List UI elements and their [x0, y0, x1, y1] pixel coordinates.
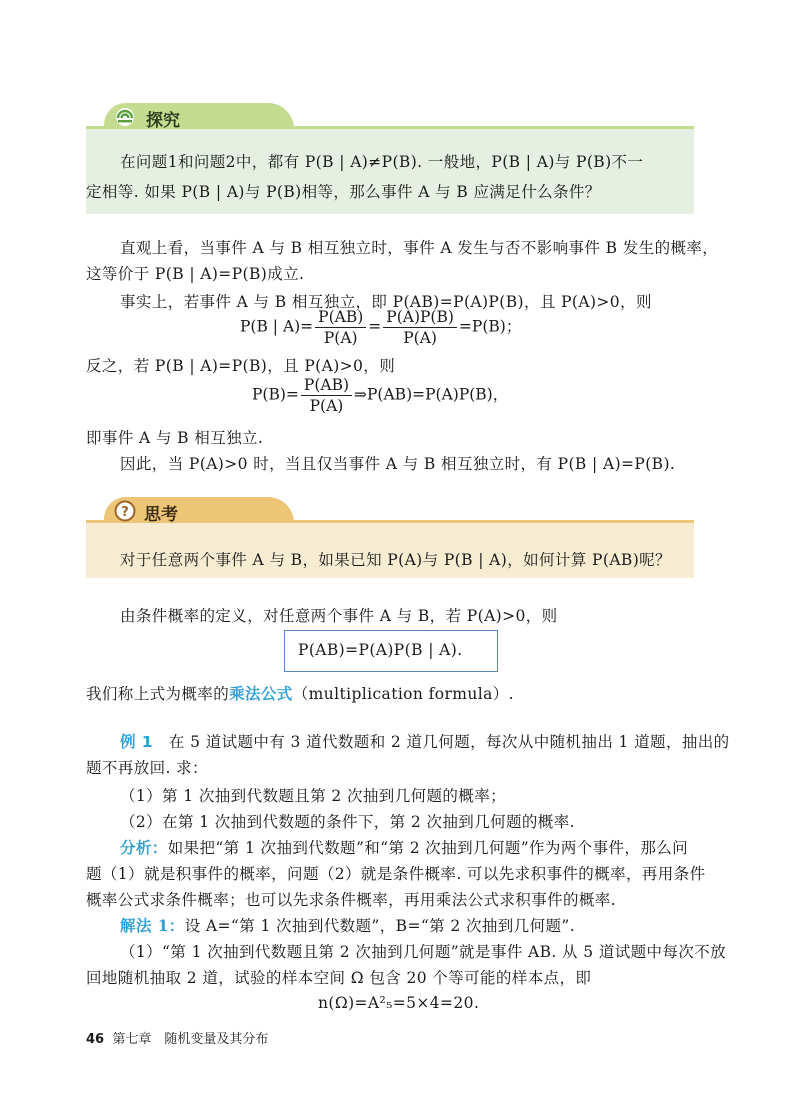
paragraph-independent: 即事件 A 与 B 相互独立.	[86, 429, 264, 447]
solution-formula: n(Ω)=A²₅=5×4=20.	[318, 994, 480, 1012]
paragraph-intuition-2: 这等价于 P(B | A)=P(B)成立.	[86, 265, 305, 283]
fraction-2-denominator: P(A)	[403, 329, 437, 347]
solution-line-3: 回地随机抽取 2 道，试验的样本空间 Ω 包含 20 个等可能的样本点，即	[86, 969, 592, 987]
analysis-line-2: 题（1）就是积事件的概率，问题（2）就是条件概率. 可以先求积事件的概率，再用条件	[86, 865, 706, 883]
example-question-2: （2）在第 1 次抽到代数题的条件下，第 2 次抽到几何题的概率.	[120, 813, 575, 831]
explore-line-1: 在问题1和问题2中，都有 P(B | A)≠P(B). 一般地，P(B | A)与 P(B)不一	[120, 153, 644, 171]
naming-suffix: （multiplication formula）.	[292, 685, 515, 703]
fraction-1	[315, 308, 366, 347]
fraction-2	[383, 308, 457, 347]
fraction-2-numerator: P(A)P(B)	[383, 308, 457, 328]
solution-text-1: 设 A=“第 1 次抽到代数题”，B=“第 2 次抽到几何题”.	[184, 917, 576, 935]
footer	[86, 1028, 268, 1047]
analysis-label: 分析：	[120, 838, 168, 857]
fraction-3-denominator: P(A)	[309, 397, 344, 415]
solution-line-1	[120, 914, 575, 936]
svg-text:?: ?	[121, 505, 129, 520]
formula-1-right: =P(B)；	[458, 317, 522, 336]
paragraph-intuition-1: 直观上看，当事件 A 与 B 相互独立时，事件 A 发生与否不影响事件 B 发生的概率，	[120, 239, 719, 257]
fraction-3-numerator: P(AB)	[301, 376, 352, 396]
naming-prefix: 我们称上式为概率的	[86, 685, 230, 703]
example-text-1: 在 5 道试题中有 3 道代数题和 2 道几何题，每次从中随机抽出 1 道题，抽出的	[168, 733, 730, 751]
multiplication-formula: P(AB)=P(A)P(B | A).	[298, 641, 463, 659]
solution-line-2: （1）“第 1 次抽到代数题且第 2 次抽到几何题”就是事件 AB. 从 5 道试题中每次不放	[120, 943, 727, 961]
paragraph-conversely: 反之，若 P(B | A)=P(B)，且 P(A)>0，则	[86, 357, 396, 375]
paragraph-naming	[86, 682, 514, 704]
fraction-1-denominator: P(A)	[323, 329, 358, 347]
example-label: 例 1	[120, 733, 153, 751]
paragraph-in-fact: 事实上，若事件 A 与 B 相互独立，即 P(AB)=P(A)P(B)，且 P(A)>0，则	[120, 293, 652, 311]
solution-label: 解法 1：	[120, 916, 185, 935]
fraction-3	[301, 376, 352, 415]
analysis-line-3: 概率公式求条件概率；也可以先求条件概率，再用乘法公式求积事件的概率.	[86, 891, 617, 909]
explore-title: 探究	[146, 111, 180, 131]
formula-1-equals: =	[368, 317, 382, 336]
paragraph-therefore: 因此，当 P(A)>0 时，当且仅当事件 A 与 B 相互独立时，有 P(B | A)=P(B).	[120, 455, 676, 473]
formula-implies	[252, 376, 508, 415]
formula-2-right: ⇒P(AB)=P(A)P(B)，	[354, 385, 509, 404]
fraction-1-numerator: P(AB)	[315, 308, 366, 328]
think-title: 思考	[144, 505, 178, 525]
analysis-line-1	[120, 836, 688, 858]
explore-icon	[112, 106, 138, 127]
term-multiplication-formula: 乘法公式	[229, 684, 293, 703]
chapter-title: 第七章 随机变量及其分布	[112, 1032, 269, 1047]
paragraph-definition: 由条件概率的定义，对任意两个事件 A 与 B，若 P(A)>0，则	[120, 607, 558, 625]
explore-line-2: 定相等. 如果 P(B | A)与 P(B)相等，那么事件 A 与 B 应满足什么条件？	[86, 183, 601, 201]
think-line-1: 对于任意两个事件 A 与 B，如果已知 P(A)与 P(B | A)，如何计算 P(AB)呢？	[120, 551, 671, 569]
example-line-1	[120, 730, 730, 752]
formula-1-left: P(B | A)=	[240, 317, 314, 336]
example-question-1: （1）第 1 次抽到代数题且第 2 次抽到几何题的概率；	[120, 787, 506, 805]
formula-conditional-equals	[240, 308, 521, 347]
formula-2-left: P(B)=	[252, 385, 299, 404]
analysis-text-1: 如果把“第 1 次抽到代数题”和“第 2 次抽到几何题”作为两个事件，那么问	[167, 839, 689, 857]
question-icon	[114, 500, 136, 522]
example-line-2: 题不再放回. 求：	[86, 759, 208, 777]
page-number: 46	[86, 1032, 105, 1047]
